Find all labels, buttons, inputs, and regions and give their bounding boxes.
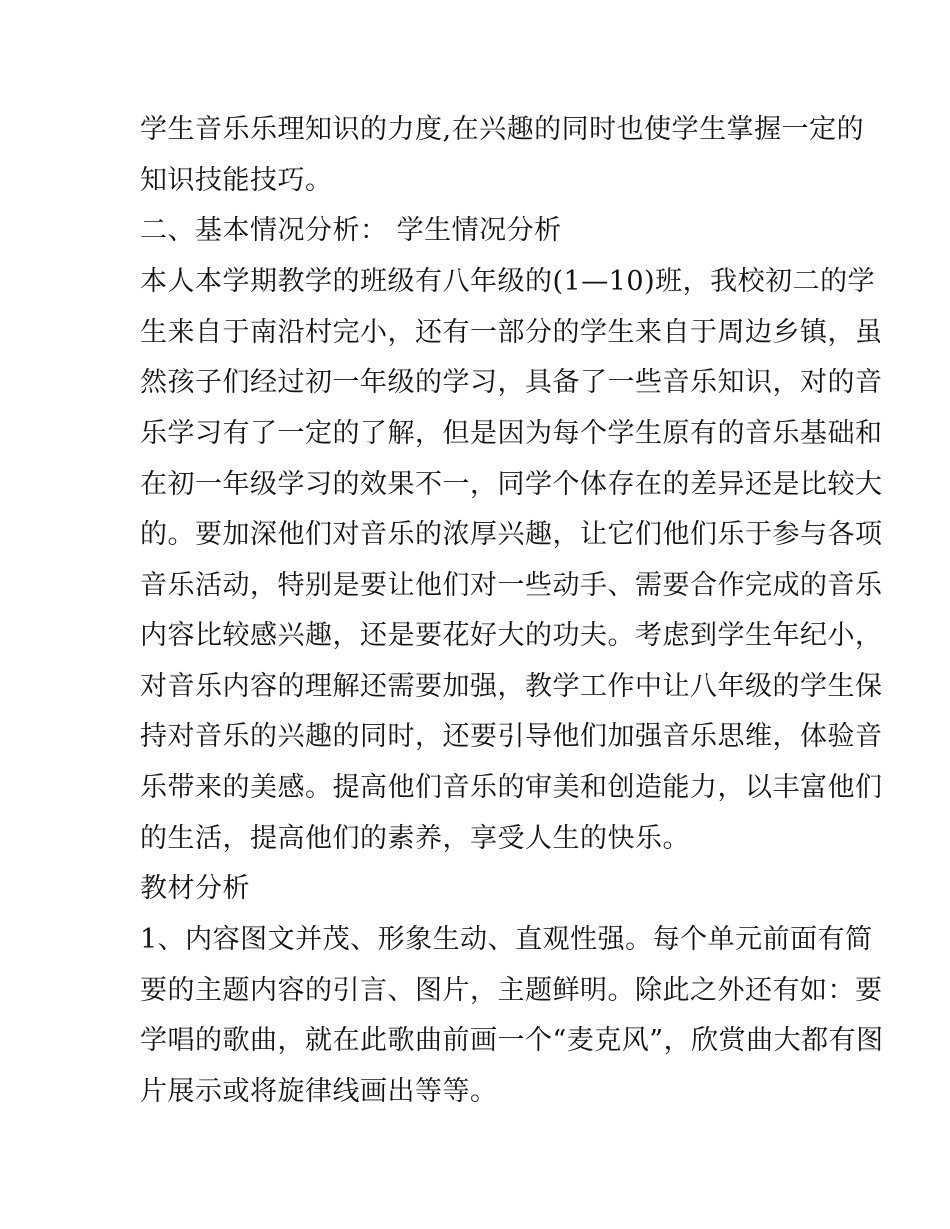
paragraph-line: 的生活，提高他们的素养，享受人生的快乐。	[140, 823, 690, 854]
paragraph-line: 要的主题内容的引言、图片，主题鲜明。除此之外还有如：要	[140, 975, 883, 1006]
paragraph-line: 知识技能技巧。	[140, 165, 333, 196]
paragraph-line: 片展示或将旋律线画出等等。	[140, 1076, 498, 1107]
paragraph-line: 在初一年级学习的效果不一，同学个体存在的差异还是比较大	[140, 469, 883, 500]
paragraph-line: 对音乐内容的理解还需要加强，教学工作中让八年级的学生保	[140, 671, 883, 702]
paragraph-line: 然孩子们经过初一年级的学习，具备了一些音乐知识，对的音	[140, 367, 883, 398]
paragraph-line: 的。要加深他们对音乐的浓厚兴趣，让它们他们乐于参与各项	[140, 519, 883, 550]
paragraph-line: 持对音乐的兴趣的同时，还要引导他们加强音乐思维，体验音	[140, 721, 883, 752]
paragraph-line: 1、内容图文并茂、形象生动、直观性强。每个单元前面有简	[140, 924, 873, 955]
paragraph-line: 生来自于南沿村完小，还有一部分的学生来自于周边乡镇，虽	[140, 317, 883, 348]
paragraph-line: 内容比较感兴趣，还是要花好大的功夫。考虑到学生年纪小，	[140, 620, 883, 651]
paragraph-line: 乐学习有了一定的了解，但是因为每个学生原有的音乐基础和	[140, 418, 883, 449]
paragraph-line: 音乐活动，特别是要让他们对一些动手、需要合作完成的音乐	[140, 570, 883, 601]
paragraph-line: 学唱的歌曲，就在此歌曲前画一个“麦克风”，欣赏曲大都有图	[140, 1025, 884, 1056]
paragraph-line: 学生音乐乐理知识的力度,在兴趣的同时也使学生掌握一定的	[140, 114, 865, 145]
section-heading: 教材分析	[140, 873, 250, 904]
paragraph-line: 本人本学期教学的班级有八年级的(1—10)班，我校初二的学	[140, 266, 876, 297]
section-heading: 二、基本情况分析： 学生情况分析	[140, 215, 562, 246]
paragraph-line: 乐带来的美感。提高他们音乐的审美和创造能力，以丰富他们	[140, 772, 883, 803]
